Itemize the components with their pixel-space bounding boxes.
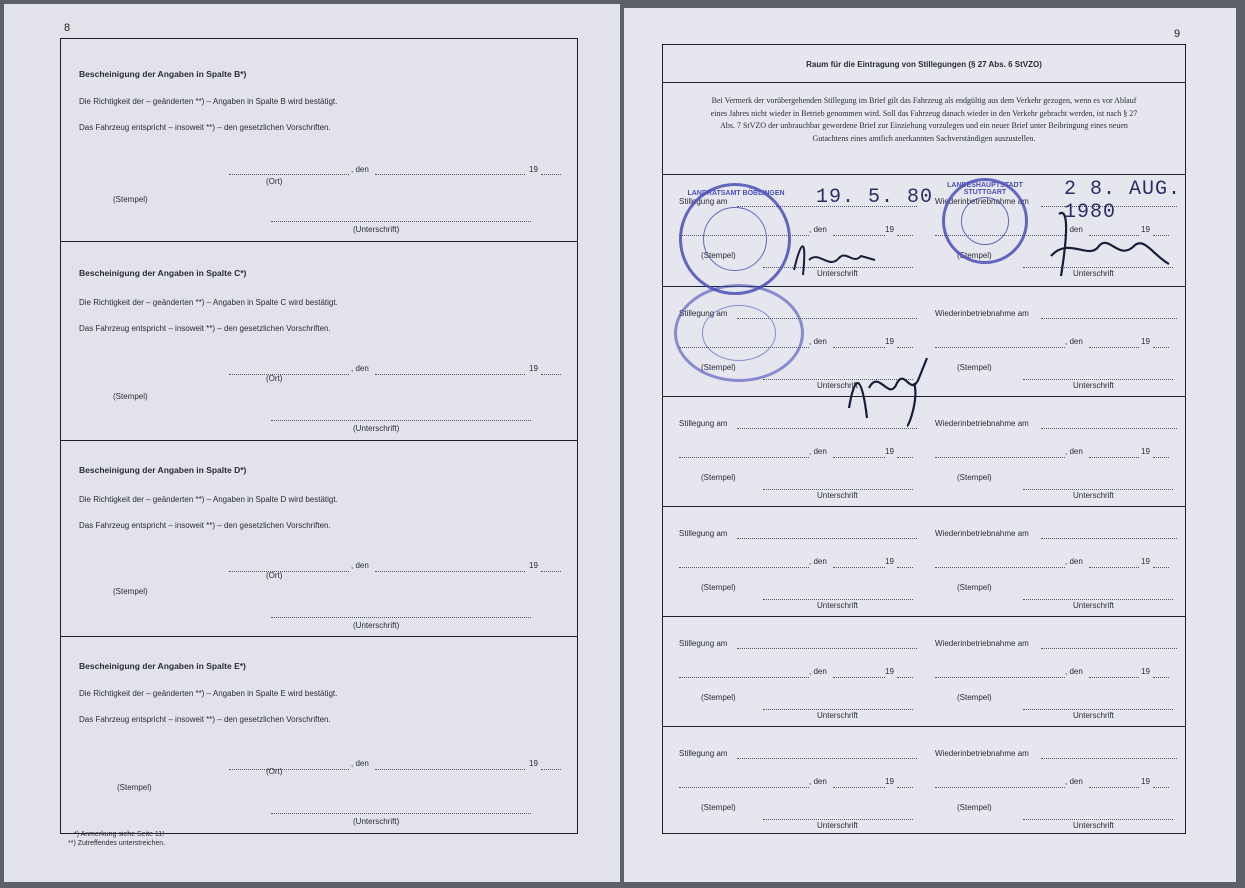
stempel-label: (Stempel)	[701, 363, 736, 372]
unterschrift-label: Unterschrift	[1073, 491, 1114, 500]
certificate-section-c	[61, 242, 577, 441]
unterschrift-label: (Unterschrift)	[353, 817, 400, 826]
stempel-label: (Stempel)	[117, 783, 152, 792]
year-label: 19	[885, 557, 894, 566]
ort-label: (Ort)	[266, 767, 283, 776]
footnote-2: **) Zutreffendes unterstreichen.	[68, 840, 166, 847]
certificate-frame	[60, 38, 578, 834]
den-label: , den	[351, 561, 369, 570]
unterschrift-label: Unterschrift	[1073, 601, 1114, 610]
stempel-label: (Stempel)	[957, 803, 992, 812]
header-row	[663, 45, 1185, 83]
stillegung-frame	[662, 44, 1186, 834]
stempel-label: (Stempel)	[701, 251, 736, 260]
page-number: 8	[64, 22, 71, 34]
stempel-label: (Stempel)	[957, 473, 992, 482]
wiederinbetriebnahme-label: Wiederinbetriebnahme am	[935, 419, 1029, 428]
date-stamp: 2 8. AUG. 1980	[1064, 178, 1182, 224]
unterschrift-label: Unterschrift	[817, 711, 858, 720]
section-title: Bescheinigung der Angaben in Spalte D*)	[79, 465, 247, 475]
unterschrift-label: Unterschrift	[817, 269, 858, 278]
den-label: , den	[809, 557, 827, 566]
compliance-text: Das Fahrzeug entspricht – insoweit **) – den gesetzlichen Vorschriften.	[79, 324, 331, 333]
stempel-label: (Stempel)	[701, 803, 736, 812]
confirmation-text: Die Richtigkeit der – geänderten **) – Angaben in Spalte B wird bestätigt.	[79, 97, 338, 106]
footnote-1: *) Anmerkung siehe Seite 11!	[74, 831, 165, 838]
stillegung-label: Stillegung am	[679, 419, 728, 428]
section-title: Bescheinigung der Angaben in Spalte C*)	[79, 268, 247, 278]
den-label: , den	[809, 225, 827, 234]
stempel-label: (Stempel)	[113, 195, 148, 204]
stillegung-entry-row	[663, 507, 1185, 617]
year-label: 19	[885, 337, 894, 346]
stillegung-label: Stillegung am	[679, 529, 728, 538]
year-label: 19	[529, 165, 538, 174]
unterschrift-label: Unterschrift	[817, 601, 858, 610]
confirmation-text: Die Richtigkeit der – geänderten **) – Angaben in Spalte C wird bestätigt.	[79, 298, 338, 307]
year-label: 19	[885, 777, 894, 786]
signature-icon	[839, 338, 939, 428]
year-label: 19	[529, 759, 538, 768]
wiederinbetriebnahme-label: Wiederinbetriebnahme am	[935, 197, 1029, 206]
compliance-text: Das Fahrzeug entspricht – insoweit **) – den gesetzlichen Vorschriften.	[79, 123, 331, 132]
year-label: 19	[1141, 777, 1150, 786]
unterschrift-label: (Unterschrift)	[353, 225, 400, 234]
year-label: 19	[1141, 557, 1150, 566]
stempel-label: (Stempel)	[701, 473, 736, 482]
wiederinbetriebnahme-label: Wiederinbetriebnahme am	[935, 639, 1029, 648]
den-label: , den	[1065, 447, 1083, 456]
year-label: 19	[1141, 225, 1150, 234]
certificate-section-d	[61, 441, 577, 637]
section-title: Bescheinigung der Angaben in Spalte E*)	[79, 661, 246, 671]
den-label: , den	[351, 165, 369, 174]
year-label: 19	[1141, 667, 1150, 676]
stempel-label: (Stempel)	[701, 583, 736, 592]
stempel-label: (Stempel)	[957, 251, 992, 260]
stempel-label: (Stempel)	[113, 392, 148, 401]
right-page	[624, 8, 1236, 882]
unterschrift-label: Unterschrift	[1073, 269, 1114, 278]
year-label: 19	[529, 561, 538, 570]
confirmation-text: Die Richtigkeit der – geänderten **) – Angaben in Spalte D wird bestätigt.	[79, 495, 338, 504]
confirmation-text: Die Richtigkeit der – geänderten **) – Angaben in Spalte E wird bestätigt.	[79, 689, 338, 698]
ort-label: (Ort)	[266, 571, 283, 580]
section-title: Bescheinigung der Angaben in Spalte B*)	[79, 69, 247, 79]
intro-row	[663, 83, 1185, 175]
den-label: , den	[1065, 557, 1083, 566]
unterschrift-label: Unterschrift	[817, 491, 858, 500]
stempel-label: (Stempel)	[957, 363, 992, 372]
stillegung-label: Stillegung am	[679, 639, 728, 648]
official-seal-icon	[679, 183, 791, 295]
den-label: , den	[351, 364, 369, 373]
intro-text: Bei Vermerk der vorübergehenden Stillegung im Brief gilt das Fahrzeug als endgültig aus dem Verkehr gezogen, wenn es vor Ablauf eines Jahres nicht wieder in Betrieb genommen wird. Soll das Fahrzeug danach wieder in den Verkehr gebracht werden, ist nach § 27 Abs. 7 StVZO der unbrauchbar gewordene Brief zur Einziehung vorzulegen und ein neuer Brief unter Beibringung eines neuen Gutachtens eines amtlich anerkannten Sachverständigen auszustellen.	[710, 96, 1138, 143]
ort-label: (Ort)	[266, 177, 283, 186]
unterschrift-label: Unterschrift	[1073, 821, 1114, 830]
unterschrift-label: (Unterschrift)	[353, 424, 400, 433]
stillegung-label: Stillegung am	[679, 309, 728, 318]
stempel-label: (Stempel)	[701, 693, 736, 702]
den-label: , den	[809, 447, 827, 456]
den-label: , den	[809, 777, 827, 786]
den-label: , den	[1065, 777, 1083, 786]
certificate-section-e	[61, 637, 577, 835]
unterschrift-label: Unterschrift	[817, 381, 858, 390]
year-label: 19	[1141, 447, 1150, 456]
official-seal-icon	[674, 284, 804, 382]
year-label: 19	[885, 225, 894, 234]
wiederinbetriebnahme-label: Wiederinbetriebnahme am	[935, 529, 1029, 538]
stempel-label: (Stempel)	[957, 583, 992, 592]
signature-icon	[1039, 206, 1174, 281]
stempel-label: (Stempel)	[957, 693, 992, 702]
signature-icon	[789, 230, 879, 280]
stillegung-entry-row	[663, 727, 1185, 835]
stillegung-label: Stillegung am	[679, 749, 728, 758]
den-label: , den	[809, 337, 827, 346]
unterschrift-label: Unterschrift	[1073, 711, 1114, 720]
wiederinbetriebnahme-label: Wiederinbetriebnahme am	[935, 309, 1029, 318]
year-label: 19	[529, 364, 538, 373]
year-label: 19	[1141, 337, 1150, 346]
seal-text: LANDESHAUPTSTADT STUTTGART	[947, 182, 1023, 196]
unterschrift-label: Unterschrift	[817, 821, 858, 830]
den-label: , den	[351, 759, 369, 768]
compliance-text: Das Fahrzeug entspricht – insoweit **) – den gesetzlichen Vorschriften.	[79, 715, 331, 724]
page-number: 9	[1174, 28, 1181, 40]
left-page	[4, 4, 620, 882]
den-label: , den	[1065, 337, 1083, 346]
date-stamp: 19. 5. 80	[816, 186, 934, 209]
den-label: , den	[1065, 667, 1083, 676]
year-label: 19	[885, 667, 894, 676]
certificate-section-b	[61, 39, 577, 242]
compliance-text: Das Fahrzeug entspricht – insoweit **) – den gesetzlichen Vorschriften.	[79, 521, 331, 530]
stillegung-label: Stillegung am	[679, 197, 728, 206]
unterschrift-label: (Unterschrift)	[353, 621, 400, 630]
year-label: 19	[885, 447, 894, 456]
header-title: Raum für die Eintragung von Stillegungen (§ 27 Abs. 6 StVZO)	[806, 60, 1042, 69]
stempel-label: (Stempel)	[113, 587, 148, 596]
unterschrift-label: Unterschrift	[1073, 381, 1114, 390]
ort-label: (Ort)	[266, 374, 283, 383]
den-label: , den	[1065, 225, 1083, 234]
stillegung-entry-row	[663, 617, 1185, 727]
seal-text: LANDRATSAMT BÖBLINGEN	[687, 190, 785, 197]
wiederinbetriebnahme-label: Wiederinbetriebnahme am	[935, 749, 1029, 758]
den-label: , den	[809, 667, 827, 676]
